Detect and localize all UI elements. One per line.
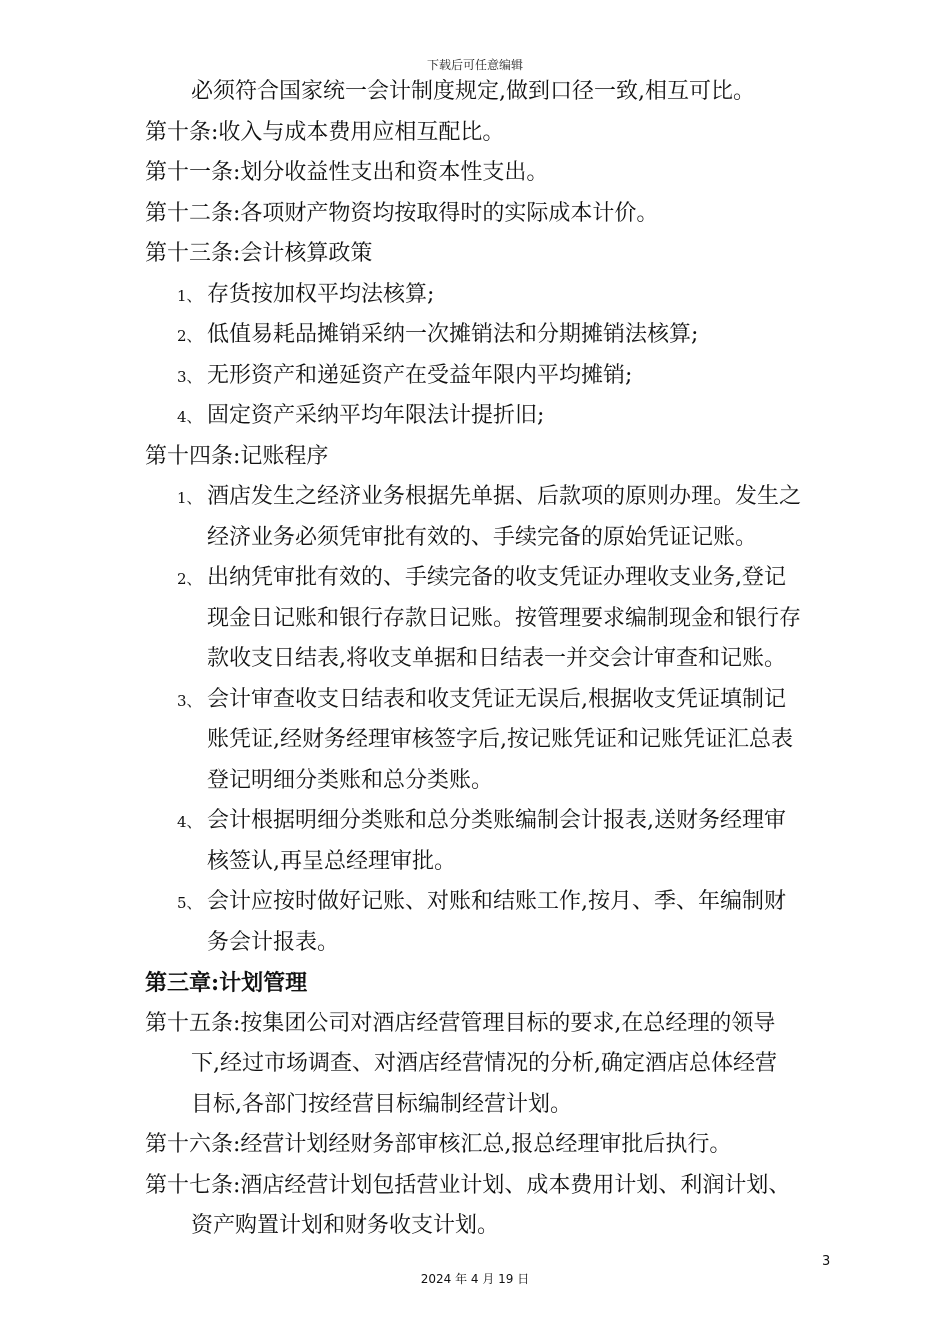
list-text: 固定资产采纳平均年限法计提折旧; — [207, 403, 545, 428]
list-number: 2、 — [177, 327, 202, 345]
list-continuation: 款收支日结表,将收支单据和日结表一并交会计审查和记账。 — [207, 646, 786, 671]
text-line: 必须符合国家统一会计制度规定,做到口径一致,相互可比。 — [191, 79, 755, 104]
list-item — [145, 315, 845, 356]
article-continuation: 下,经过市场调查、对酒店经营情况的分析,确定酒店总体经营 — [191, 1051, 777, 1076]
article-13: 第十三条:会计核算政策 — [145, 241, 373, 266]
article-12: 第十二条:各项财产物资均按取得时的实际成本计价。 — [145, 200, 659, 226]
list-text: 存货按加权平均法核算; — [207, 281, 435, 307]
list-number: 4、 — [177, 813, 202, 831]
article-continuation: 资产购置计划和财务收支计划。 — [191, 1213, 500, 1238]
chapter-heading: 第三章:计划管理 — [145, 970, 308, 996]
list-continuation: 经济业务必须凭审批有效的、手续完备的原始凭证记账。 — [207, 524, 758, 550]
list-item — [145, 396, 845, 437]
page-footer-date: 2024 年 4 月 19 日 — [420, 1272, 530, 1286]
article-continuation: 目标,各部门按经营目标编制经营计划。 — [191, 1091, 572, 1117]
list-item — [145, 275, 845, 316]
list-text: 出纳凭审批有效的、手续完备的收支凭证办理收支业务,登记 — [207, 565, 786, 590]
list-continuation: 现金日记账和银行存款日记账。按管理要求编制现金和银行存 — [207, 605, 802, 631]
list-number: 3、 — [177, 691, 202, 710]
article-14: 第十四条:记账程序 — [145, 443, 329, 469]
list-number: 5、 — [177, 894, 202, 912]
list-continuation: 登记明细分类账和总分类账。 — [207, 767, 494, 793]
page-number: 3 — [822, 1254, 831, 1269]
list-item — [145, 882, 845, 923]
article-10: 第十条:收入与成本费用应相互配比。 — [145, 119, 505, 145]
article-16: 第十六条:经营计划经财务部审核汇总,报总经理审批后执行。 — [145, 1132, 732, 1157]
article-15: 第十五条:按集团公司对酒店经营管理目标的要求,在总经理的领导 — [145, 1010, 776, 1036]
list-text: 会计审查收支日结表和收支凭证无误后,根据收支凭证填制记 — [207, 686, 786, 712]
list-number: 2、 — [177, 570, 202, 588]
list-item — [145, 477, 845, 518]
list-continuation: 务会计报表。 — [207, 929, 340, 955]
list-text: 酒店发生之经济业务根据先单据、后款项的原则办理。发生之 — [207, 484, 802, 509]
list-continuation: 账凭证,经财务经理审核签字后,按记账凭证和记账凭证汇总表 — [207, 727, 793, 752]
list-number: 1、 — [177, 489, 202, 507]
list-continuation: 核签认,再呈总经理审批。 — [207, 848, 456, 874]
list-number: 1、 — [177, 286, 202, 305]
list-number: 4、 — [177, 408, 202, 426]
list-text: 低值易耗品摊销采纳一次摊销法和分期摊销法核算; — [207, 322, 699, 347]
article-11: 第十一条:划分收益性支出和资本性支出。 — [145, 160, 549, 185]
list-text: 会计应按时做好记账、对账和结账工作,按月、季、年编制财 — [207, 889, 786, 914]
list-item — [145, 801, 845, 842]
list-item — [145, 680, 845, 721]
list-item — [145, 356, 845, 397]
list-item — [145, 558, 845, 599]
list-text: 会计根据明细分类账和总分类账编制会计报表,送财务经理审 — [207, 808, 786, 833]
list-number: 3、 — [177, 367, 202, 386]
document-body — [145, 72, 845, 1247]
article-17: 第十七条:酒店经营计划包括营业计划、成本费用计划、利润计划、 — [145, 1172, 791, 1198]
page-header: 下载后可任意编辑 — [426, 58, 523, 72]
list-text: 无形资产和递延资产在受益年限内平均摊销; — [207, 362, 633, 388]
